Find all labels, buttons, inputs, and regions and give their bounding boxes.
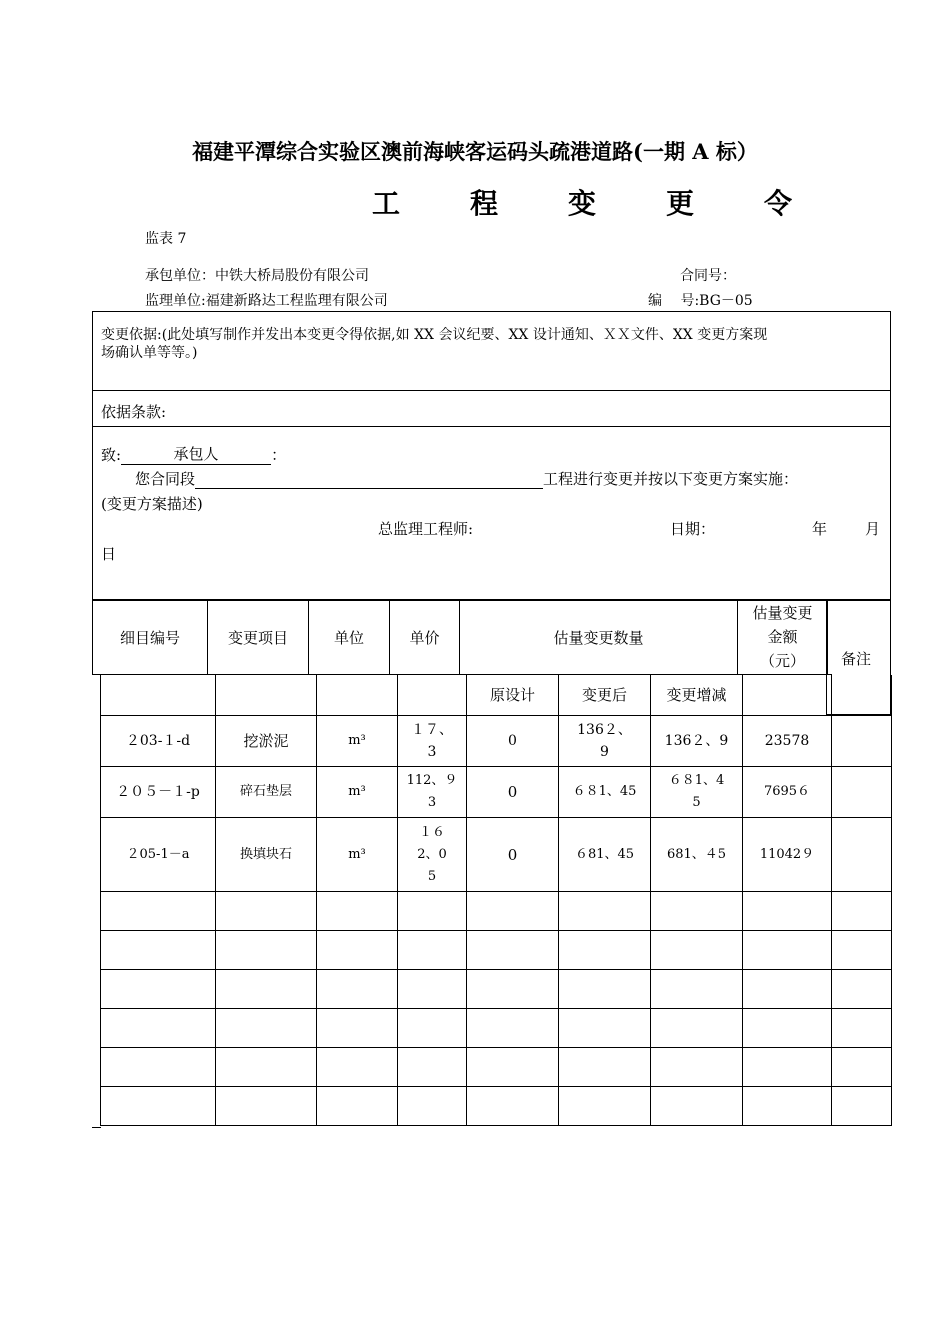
row-after <box>559 716 651 767</box>
month-label: 月 <box>865 520 881 538</box>
table-cell <box>317 675 398 716</box>
notice-section <box>92 426 891 601</box>
row-after: ６８1、45 <box>559 767 651 818</box>
contract-prefix: 您合同段 <box>135 470 196 488</box>
row-item: 碎石垫层 <box>216 767 317 818</box>
serial-line <box>648 290 753 310</box>
header-remark: 备注 <box>841 650 872 668</box>
header-delta: 变更增减 <box>651 675 743 716</box>
serial-value: BG－05 <box>699 293 753 309</box>
row-price-line: 2、0 <box>417 846 447 862</box>
to-value: 承包人 <box>121 443 271 465</box>
row-delta <box>651 767 743 818</box>
row-item-no: ２０５－１-p <box>101 767 216 818</box>
table-cell <box>743 675 832 716</box>
row-delta-line: 5 <box>692 795 701 810</box>
to-suffix: ： <box>271 446 287 464</box>
header-amount <box>738 600 828 675</box>
clause-label: 依据条款: <box>101 403 167 421</box>
row-item: 挖淤泥 <box>216 716 317 767</box>
supervisor-label: 监理单位: <box>145 293 206 309</box>
header-after: 变更后 <box>559 675 651 716</box>
row-orig: 0 <box>467 767 559 818</box>
header-amount-line2: 金额 <box>767 628 798 646</box>
header-amount-line1: 估量变更 <box>752 604 813 622</box>
supervisor-value: 福建新路达工程监理有限公司 <box>205 293 388 309</box>
supervisor-line <box>145 290 388 310</box>
change-items-table <box>100 674 892 1126</box>
row-after: ６81、45 <box>559 818 651 892</box>
row-price <box>398 767 467 818</box>
table-row <box>101 716 892 767</box>
table-bottom-tick <box>92 1127 101 1128</box>
row-unit: m³ <box>317 818 398 892</box>
basis-text-line1: 变更依据:(此处填写制作并发出本变更令得依据,如 XX 会议纪要、XX 设计通知、ＸＸ文件、XX 变更方案现 <box>101 327 768 343</box>
contract-section-blank <box>195 472 543 489</box>
row-price-line: 3 <box>427 795 437 810</box>
row-price-line: 3 <box>427 744 437 760</box>
table-row-empty <box>101 970 892 1009</box>
contract-suffix: 工程进行变更并按以下变更方案实施： <box>543 470 799 488</box>
row-price-line: １７、 <box>411 722 453 738</box>
date-label: 日期： <box>670 520 716 538</box>
row-orig: 0 <box>467 716 559 767</box>
row-item-no: ２03-１-d <box>101 716 216 767</box>
row-price <box>398 818 467 892</box>
table-row-empty <box>101 1009 892 1048</box>
table-header-upper <box>92 599 828 675</box>
contractor-line <box>145 265 369 285</box>
notice-to-line <box>101 443 286 465</box>
form-number: 监表 7 <box>145 231 187 247</box>
row-remark <box>832 818 892 892</box>
change-description-label: (变更方案描述) <box>101 495 203 513</box>
table-row-empty <box>101 1048 892 1087</box>
row-remark <box>832 767 892 818</box>
row-unit: m³ <box>317 716 398 767</box>
header-price: 单价 <box>390 600 460 675</box>
basis-section <box>92 311 891 391</box>
header-unit: 单位 <box>309 600 390 675</box>
row-remark <box>832 716 892 767</box>
year-label: 年 <box>812 520 828 538</box>
document-subtitle <box>372 182 862 222</box>
header-amount-line3: （元） <box>759 652 805 670</box>
subtitle-char: 令 <box>764 187 793 220</box>
row-orig: 0 <box>467 818 559 892</box>
row-item-no: ２05-1－a <box>101 818 216 892</box>
table-row-empty <box>101 892 892 931</box>
subtitle-char: 工 <box>372 187 401 220</box>
table-cell <box>216 675 317 716</box>
contract-no-label: 合同号： <box>680 268 736 284</box>
header-item-no: 细目编号 <box>93 600 208 675</box>
to-label: 致: <box>101 446 122 464</box>
header-orig: 原设计 <box>467 675 559 716</box>
table-subheader-row <box>101 675 892 716</box>
row-price-line: 5 <box>427 868 437 884</box>
row-unit: m³ <box>317 767 398 818</box>
contractor-label: 承包单位： <box>145 268 215 284</box>
row-after-line: 136２、 <box>577 722 632 738</box>
row-item: 换填块石 <box>216 818 317 892</box>
clause-section <box>92 390 891 427</box>
contractor-value: 中铁大桥局股份有限公司 <box>215 268 369 284</box>
subtitle-char: 更 <box>666 187 695 220</box>
row-price-line: 112、９ <box>406 773 458 788</box>
row-delta-line: ６８1、4 <box>668 773 725 788</box>
engineer-label: 总监理工程师: <box>378 520 474 538</box>
table-cell <box>832 675 892 716</box>
subtitle-char: 变 <box>568 187 597 220</box>
row-delta: 681、４5 <box>651 818 743 892</box>
row-amount: 7695６ <box>743 767 832 818</box>
document-title: 福建平潭综合实验区澳前海峡客运码头疏港道路(一期 A 标） <box>192 139 758 164</box>
header-qty: 估量变更数量 <box>460 600 738 675</box>
row-amount: 23578 <box>743 716 832 767</box>
day-label: 日 <box>101 545 117 563</box>
header-item: 变更项目 <box>208 600 309 675</box>
table-cell <box>101 675 216 716</box>
table-cell <box>398 675 467 716</box>
row-price <box>398 716 467 767</box>
row-delta: 136２、9 <box>651 716 743 767</box>
notice-contract-line <box>135 468 798 489</box>
table-row <box>101 818 892 892</box>
table-row-empty <box>101 1087 892 1126</box>
basis-text-line2: 场确认单等等。) <box>101 345 198 361</box>
row-price-line: １６ <box>418 824 445 840</box>
table-row <box>101 767 892 818</box>
serial-label: 编 号: <box>648 293 700 309</box>
row-amount: 11042９ <box>743 818 832 892</box>
row-after-line: 9 <box>600 744 609 760</box>
subtitle-char: 程 <box>470 187 499 220</box>
table-row-empty <box>101 931 892 970</box>
